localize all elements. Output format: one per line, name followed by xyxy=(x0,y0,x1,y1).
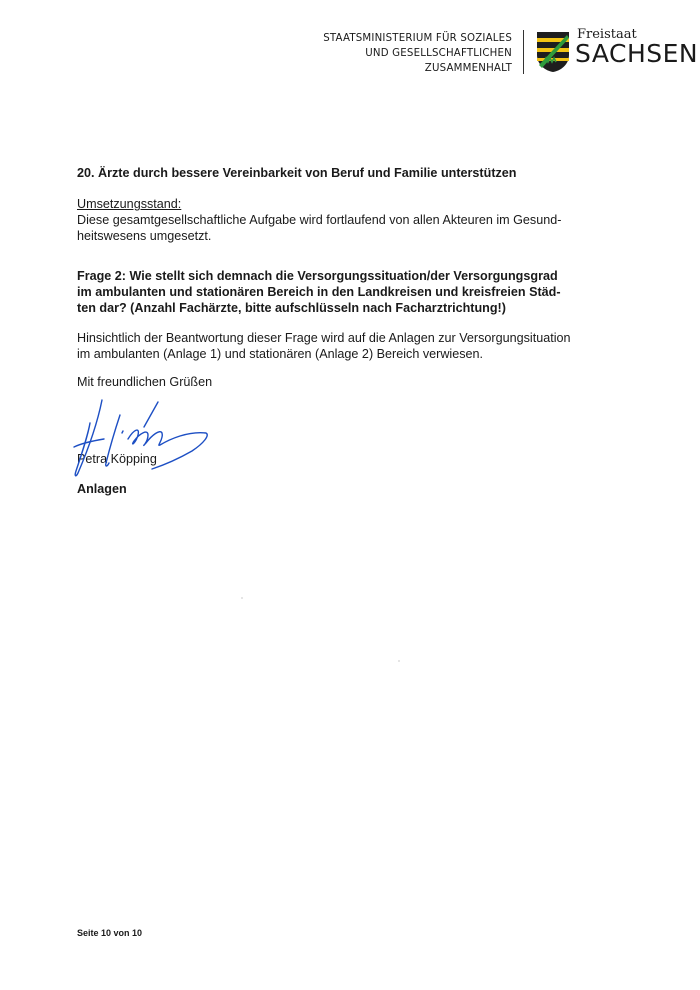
attachments-label: Anlagen xyxy=(77,482,127,496)
ministry-name-line-3: ZUSAMMENHALT xyxy=(424,63,512,74)
scan-speck xyxy=(398,660,400,662)
handwritten-signature-icon xyxy=(60,395,220,485)
header-divider xyxy=(523,30,524,74)
question-line-2: im ambulanten und stationären Bereich in den Landkreisen und kreisfreien Städ- xyxy=(77,285,561,299)
status-line-2: heitswesens umgesetzt. xyxy=(77,229,212,243)
ministry-name xyxy=(300,31,512,76)
ministry-name-line-1: STAATSMINISTERIUM FÜR SOZIALES xyxy=(323,33,512,44)
answer-line-2: im ambulanten (Anlage 1) und stationären (Anlage 2) Bereich verwiesen. xyxy=(77,347,484,361)
closing-greeting: Mit freundlichen Grüßen xyxy=(77,375,213,389)
brand-sachsen: SACHSEN xyxy=(575,39,699,68)
section-heading: 20. Ärzte durch bessere Vereinbarkeit von Beruf und Familie unterstützen xyxy=(77,166,517,180)
question-line-1: Frage 2: Wie stellt sich demnach die Versorgungssituation/der Versorgungsgrad xyxy=(77,269,558,283)
brand-freistaat: Freistaat xyxy=(577,27,637,42)
signer-name: Petra Köpping xyxy=(77,452,157,466)
status-label: Umsetzungsstand: xyxy=(77,197,182,211)
question-line-3: ten dar? (Anzahl Fachärzte, bitte aufschlüsseln nach Facharztrichtung!) xyxy=(77,301,506,315)
answer-line-1: Hinsichtlich der Beantwortung dieser Frage wird auf die Anlagen zur Versorgungsituation xyxy=(77,331,571,345)
page-number: Seite 10 von 10 xyxy=(77,928,143,938)
ministry-name-line-2: UND GESELLSCHAFTLICHEN xyxy=(365,48,512,59)
status-line-1: Diese gesamtgesellschaftliche Aufgabe wird fortlaufend von allen Akteuren im Gesund- xyxy=(77,213,562,227)
saxony-coat-of-arms-icon xyxy=(536,31,570,73)
scan-speck xyxy=(241,597,243,599)
